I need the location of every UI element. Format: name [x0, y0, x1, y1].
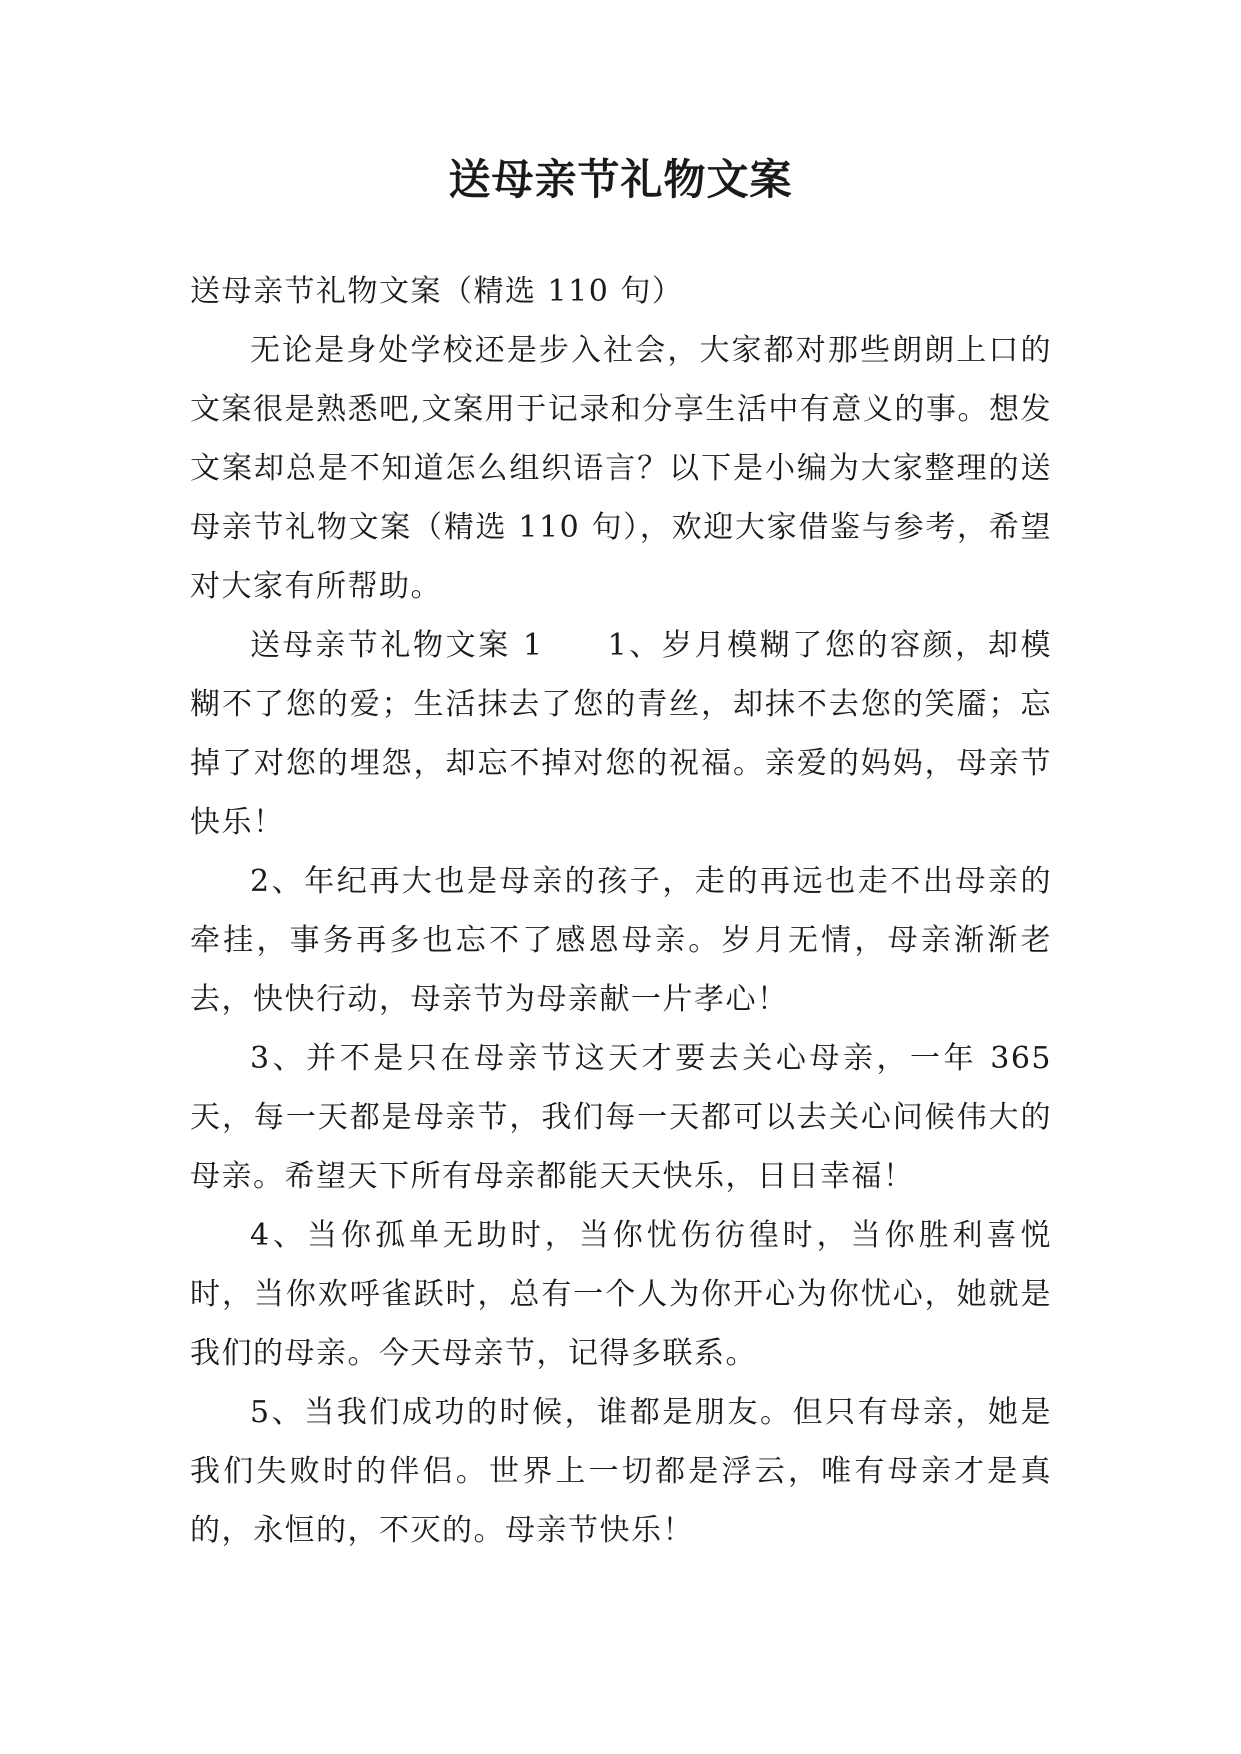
section-heading: 送母亲节礼物文案 1	[250, 628, 544, 663]
item-5: 5、当我们成功的时候，谁都是朋友。但只有母亲，她是我们失败时的伴侣。世界上一切都是浮云，唯有母亲才是真的，永恒的，不灭的。母亲节快乐！	[190, 1395, 1052, 1548]
document-title: 送母亲节礼物文案	[448, 155, 793, 204]
section-first-paragraph	[190, 616, 1052, 852]
document-body	[190, 262, 1052, 1560]
item-1: 1、岁月模糊了您的容颜，却模糊不了您的爱；生活抹去了您的青丝，却抹不去您的笑靥；忘掉了对您的埋怨，却忘不掉对您的祝福。亲爱的妈妈，母亲节快乐！	[190, 628, 1052, 840]
intro-paragraph: 无论是身处学校还是步入社会，大家都对那些朗朗上口的文案很是熟悉吧,文案用于记录和分享生活中有意义的事。想发文案却总是不知道怎么组织语言？以下是小编为大家整理的送母亲节礼物文案（精选 110 句），欢迎大家借鉴与参考，希望对大家有所帮助。	[190, 333, 1052, 604]
item-4: 4、当你孤单无助时，当你忧伤彷徨时，当你胜利喜悦时，当你欢呼雀跃时，总有一个人为你开心为你忧心，她就是我们的母亲。今天母亲节，记得多联系。	[190, 1218, 1052, 1371]
item-2: 2、年纪再大也是母亲的孩子，走的再远也走不出母亲的牵挂，事务再多也忘不了感恩母亲。岁月无情，母亲渐渐老去，快快行动，母亲节为母亲献一片孝心！	[190, 864, 1052, 1017]
item-3: 3、并不是只在母亲节这天才要去关心母亲，一年 365 天，每一天都是母亲节，我们每一天都可以去关心问候伟大的母亲。希望天下所有母亲都能天天快乐，日日幸福！	[190, 1041, 1052, 1194]
document-subtitle: 送母亲节礼物文案（精选 110 句）	[190, 274, 684, 309]
